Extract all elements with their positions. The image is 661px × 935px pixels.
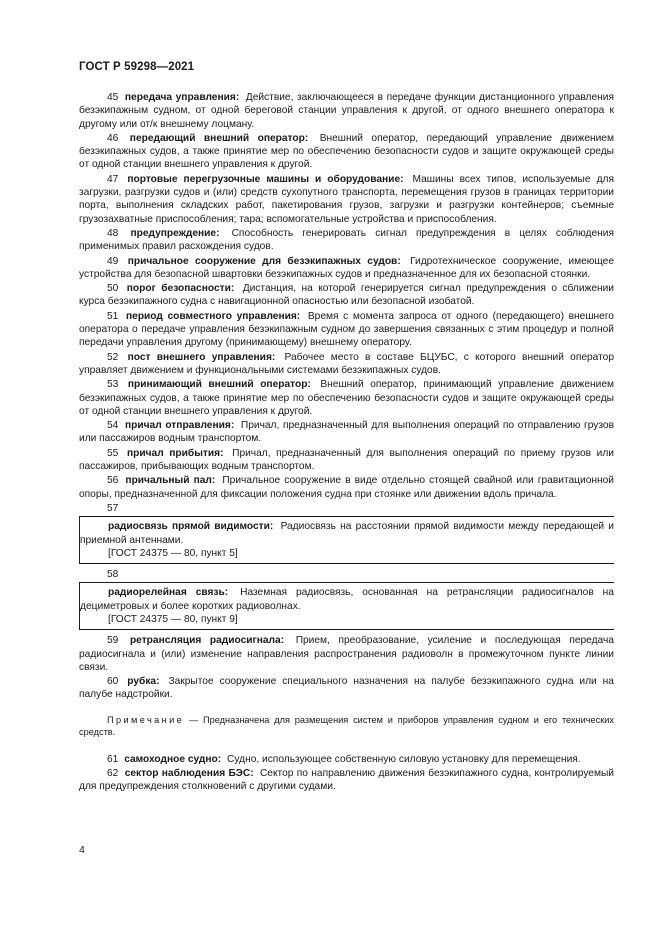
- term-name: пост внешнего управления:: [127, 351, 276, 363]
- term-name: период совместного управления:: [126, 310, 301, 322]
- term-definition: Действие, заключающееся в передаче функции дистанционного управления безэкипажным судном, от одной береговой станции управления к другой, от одного внешнего оператора к другому или от/к внешнему лоцману.: [79, 92, 614, 130]
- term-number: 51: [107, 310, 119, 322]
- document-header: ГОСТ Р 59298—2021: [79, 61, 195, 73]
- term-number: 46: [107, 132, 119, 144]
- term-name: ретрансляция радиосигнала:: [129, 635, 285, 647]
- document-body: [79, 91, 614, 795]
- term-number: 54: [107, 420, 119, 432]
- term-number: 60: [107, 676, 119, 688]
- term-name: сектор наблюдения БЭС:: [124, 768, 254, 780]
- term-definition: Сектор по направлению движения безэкипажного судна, контролируемый для предупреждения столкновений с другими судами.: [79, 768, 614, 793]
- term-definition: Причал, предназначенный для выполнения операций по приему грузов или пассажиров, прибывающих водным транспортом.: [79, 447, 614, 473]
- term-number: 53: [107, 379, 119, 391]
- term-entry: [79, 255, 614, 282]
- term-entry: [79, 474, 614, 501]
- page-number: 4: [79, 844, 85, 856]
- term-entry: [79, 282, 614, 309]
- term-number: 50: [107, 283, 119, 295]
- term-entry: [79, 419, 614, 446]
- term-entry: [80, 586, 614, 613]
- term-name: портовые перегрузочные машины и оборудование:: [127, 173, 404, 185]
- term-definition: Закрытое сооружение специального назначения на палубе безэкипажного судна или на палубе надстройки.: [79, 676, 614, 701]
- term-name: причал отправления:: [125, 420, 235, 432]
- note-text: — Предназначена для размещения систем и приборов управления судном и его технических средств.: [79, 714, 614, 738]
- term-number: 57: [107, 502, 119, 514]
- term-number: 56: [107, 475, 119, 487]
- term-name: принимающий внешний оператор:: [127, 379, 311, 391]
- term-entry: [79, 675, 614, 702]
- term-number: 52: [107, 351, 119, 363]
- term-name: самоходное судно:: [124, 753, 222, 765]
- term-name: порог безопасности:: [126, 283, 235, 295]
- term-definition: Внешний оператор, передающий управление движением безэкипажных судов, а также принятие мер по обеспечению безопасности судов и защите окружающей среды от одной станции внешнего управления к другой.: [79, 132, 614, 171]
- term-definition: Причальное сооружение в виде отдельно стоящей свайной или гравитационной опоры, предназначенной для фиксации положения судна при стоянке или движении вдоль причала.: [79, 475, 614, 500]
- term-number: 49: [107, 255, 119, 267]
- term-name: причальный пал:: [125, 475, 216, 487]
- term-name: предупреждение:: [130, 227, 220, 239]
- term-entry: [79, 767, 614, 794]
- term-entry: [79, 351, 614, 378]
- term-number: 45: [107, 92, 119, 103]
- term-definition: Способность генерировать сигнал предупреждения в целях соблюдения применимых правил расхождения судов.: [79, 227, 614, 253]
- term-number: 47: [107, 173, 119, 185]
- note: [79, 714, 614, 739]
- term-name: радиосвязь прямой видимости:: [108, 521, 274, 533]
- terms-list: [79, 753, 614, 794]
- term-definition: Внешний оператор, принимающий управление движением безэкипажных судов, а также принятие мер по обеспечению безопасности судов и защите окружающей среды от одной станции внешнего управления к другой.: [79, 379, 615, 417]
- term-definition: Рабочее место в составе БЦУБС, с которого внешний оператор управляет движением и функциональными системами безэкипажных судов.: [79, 351, 614, 376]
- term-entry: [80, 520, 614, 547]
- term-definition: Машины всех типов, используемые для загрузки, разгрузки судов и (или) средств сухопутного транспорта, перемещения грузов в границах территории порта, выполнения складских работ, пакетирования грузов, загрузки и разгрузки контейнеров; съемные грузозахватные приспособления; тара; вспомогательные устройства и приспособления.: [79, 173, 614, 225]
- term-number: 61: [107, 753, 119, 765]
- term-entry: [79, 447, 614, 474]
- term-definition: Радиосвязь на расстоянии прямой видимости между передающей и приемной антеннами.: [80, 521, 614, 546]
- term-name: передающий внешний оператор:: [129, 132, 309, 144]
- term-entry: [79, 378, 614, 418]
- term-number: 58: [107, 569, 119, 581]
- term-source: [ГОСТ 24375 — 80, пункт 9]: [108, 613, 238, 625]
- boxed-terms: [79, 502, 614, 630]
- term-source: [ГОСТ 24375 — 80, пункт 5]: [108, 547, 238, 559]
- term-name: рубка:: [127, 676, 160, 688]
- term-entry: [79, 310, 614, 350]
- term-entry: [79, 91, 614, 131]
- term-entry: [79, 227, 614, 254]
- term-frame: [79, 516, 614, 564]
- term-definition: Причал, предназначенный для выполнения операций по отправлению грузов или пассажиров водным транспортом.: [79, 420, 615, 445]
- term-definition: Судно, использующее собственную силовую установку для перемещения.: [227, 753, 581, 765]
- term-name: радиорелейная связь:: [108, 587, 229, 599]
- term-name: причал прибытия:: [126, 447, 224, 459]
- term-definition: Дистанция, на которой генерируется сигнал предупреждения о сближении курса безэкипажного судна с навигационной опасностью или безопасной изобатой.: [79, 283, 614, 308]
- terms-list: [79, 634, 614, 701]
- term-frame: [79, 582, 614, 630]
- term-entry: [79, 753, 614, 766]
- term-definition: Прием, преобразование, усиление и последующая передача радиосигнала и (или) изменение направления распространения радиоволн в промежуточном пункте линии связи.: [79, 635, 614, 673]
- term-definition: Наземная радиосвязь, основанная на ретрансляции радиосигналов на дециметровых и более коротких радиоволнах.: [80, 587, 614, 612]
- term-entry: [79, 634, 614, 674]
- note-label: Примечание: [107, 714, 185, 725]
- term-number: 55: [107, 447, 119, 459]
- terms-list: [79, 91, 614, 501]
- term-definition: Гидротехническое сооружение, имеющее устройства для безопасной швартовки безэкипажных судов и предназначенное для их безопасной стоянки.: [79, 255, 614, 280]
- term-number: 48: [107, 227, 119, 239]
- term-name: передача управления:: [124, 92, 240, 103]
- term-entry: [79, 173, 614, 226]
- term-name: причальное сооружение для безэкипажных судов:: [127, 255, 401, 267]
- term-entry: [79, 132, 614, 172]
- term-number: 59: [107, 635, 119, 647]
- term-number: 62: [107, 768, 119, 780]
- term-definition: Время с момента запроса от одного (передающего) внешнего оператора о передаче управления безэкипажным судном до завершения связанных с этим процедур и полной передачи управления другому (принимающему) внешнему оператору.: [79, 310, 614, 349]
